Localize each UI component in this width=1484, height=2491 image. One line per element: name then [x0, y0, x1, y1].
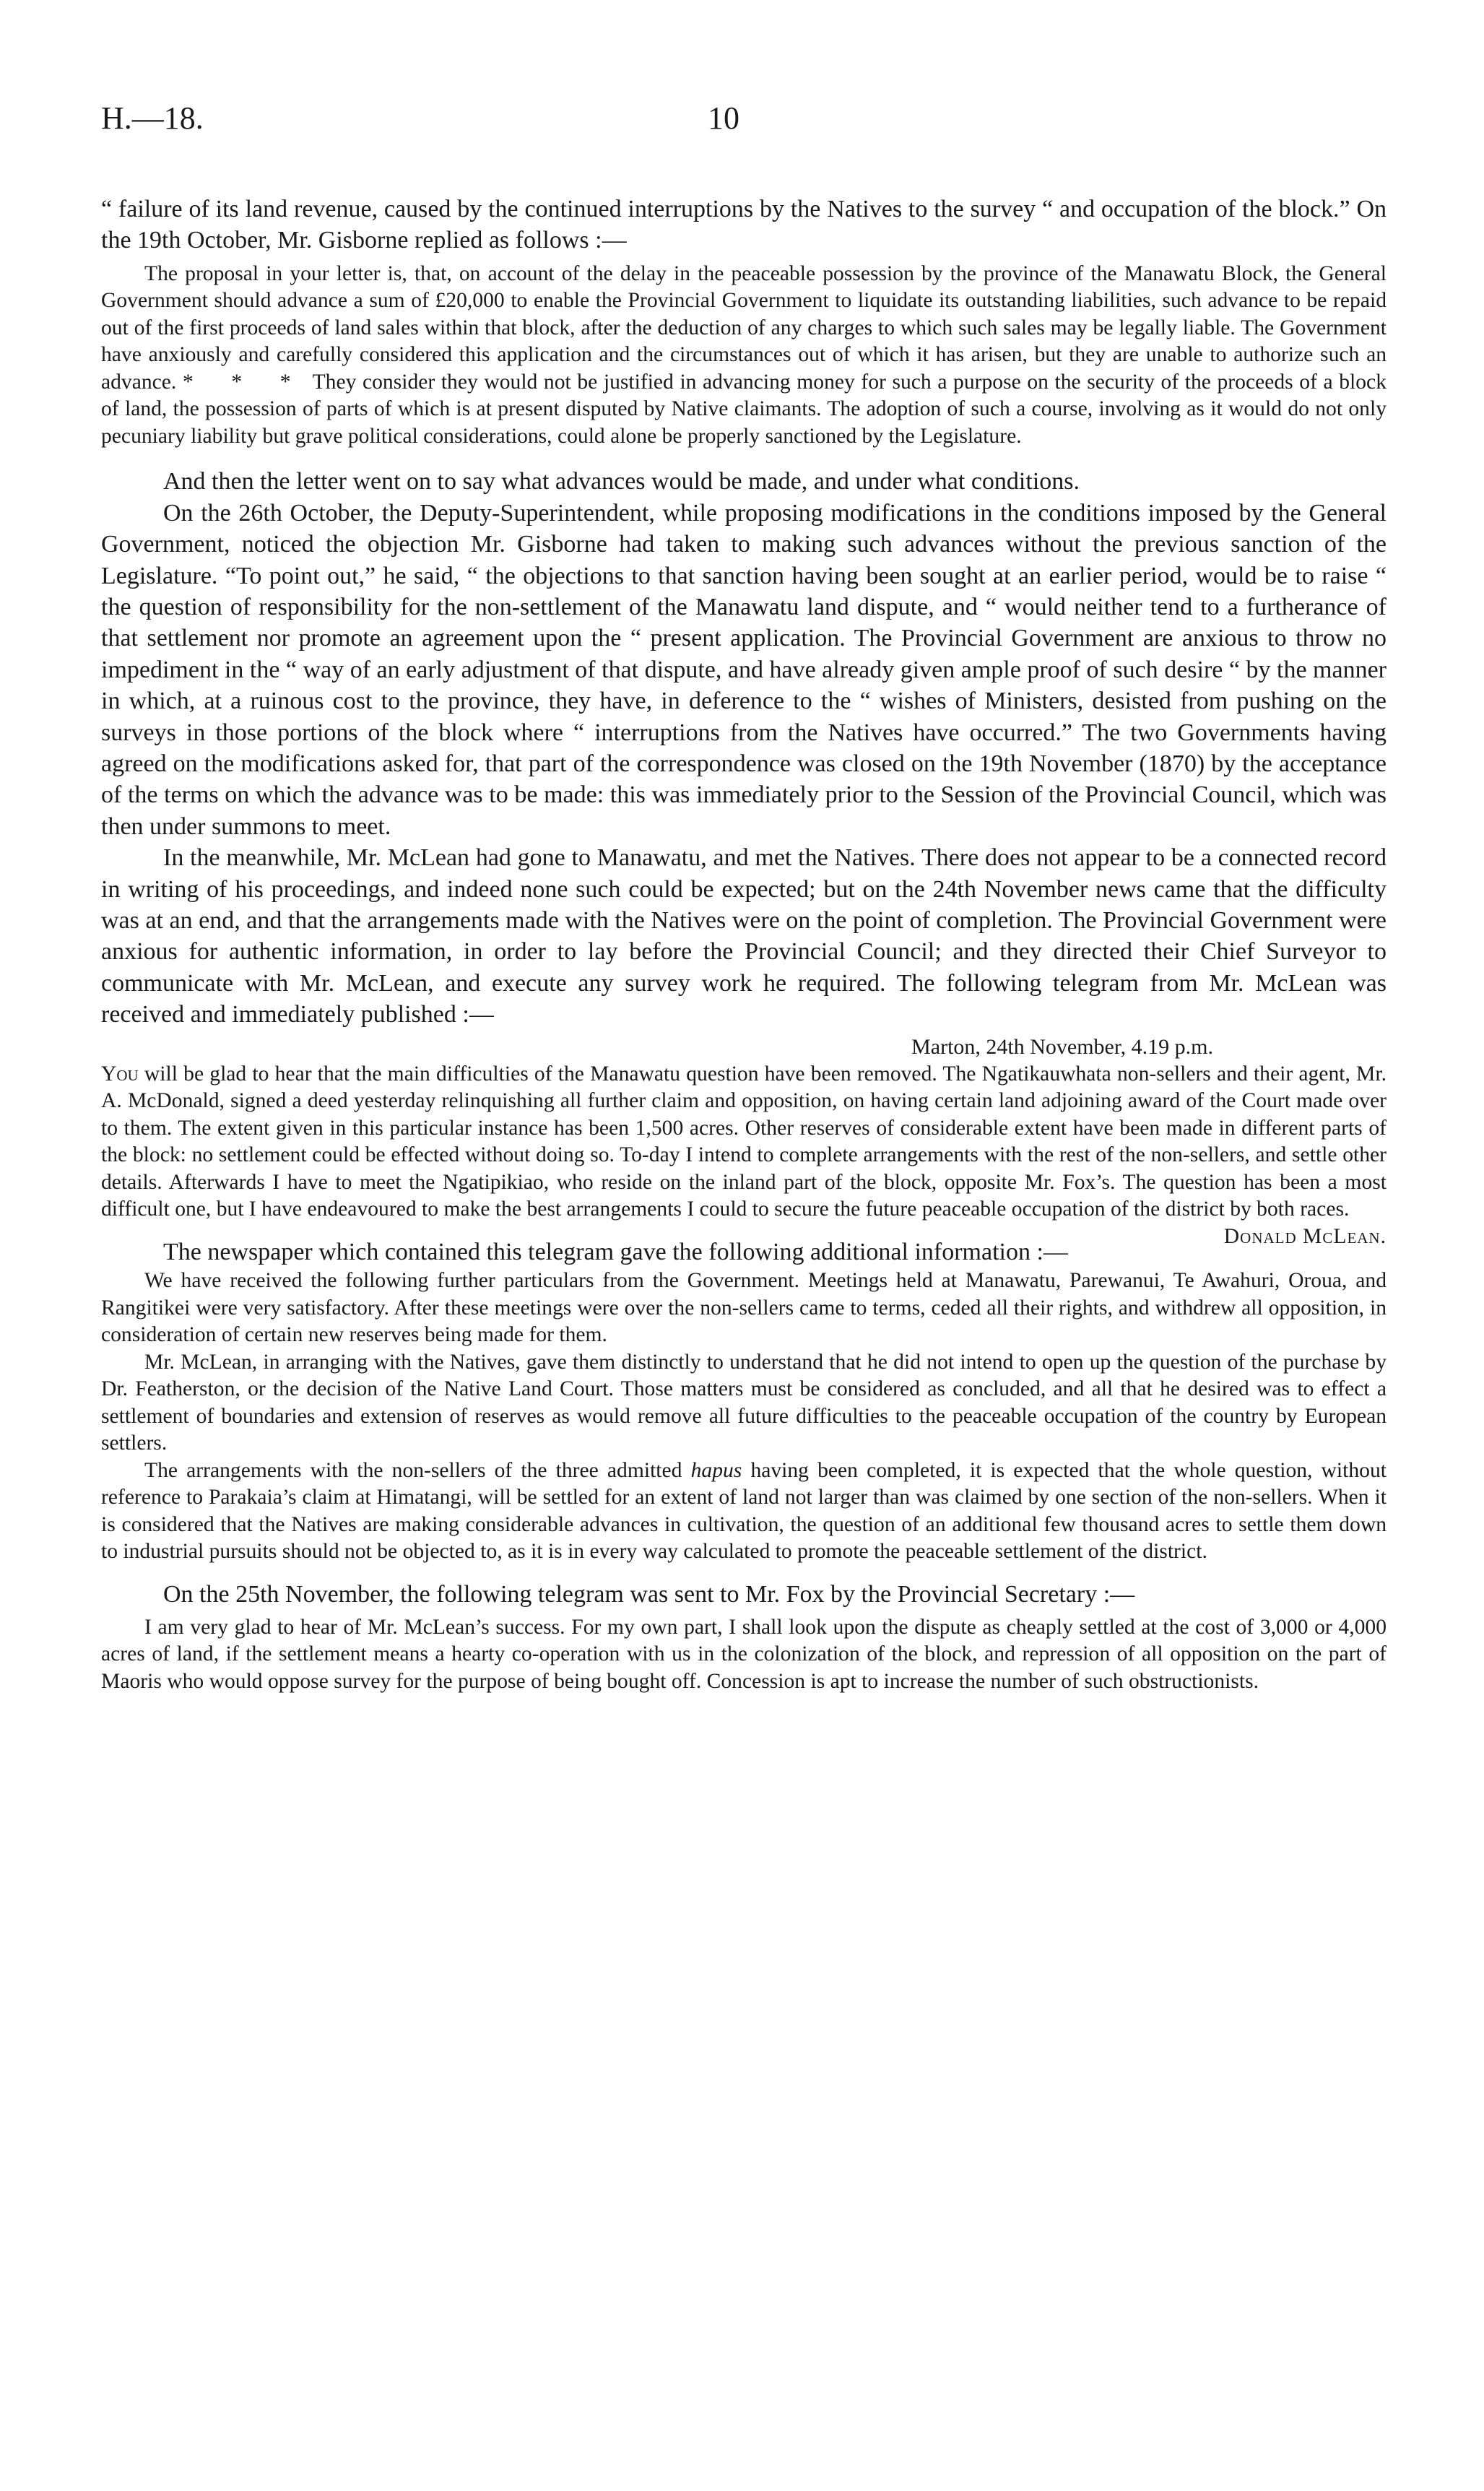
- page-body: [101, 194, 1387, 1695]
- paragraph-newspaper: The newspaper which contained this telegram gave the following additional information :—: [163, 1238, 1068, 1265]
- document-reference: H.—18.: [101, 100, 204, 136]
- newspaper-extract-2: Mr. McLean, in arranging with the Natives, gave them distinctly to understand that he did not intend to open up the question of the purchase by Dr. Featherston, or the decision of the Native Land Court. Those matters must be considered as concluded, and all that he desired was to effect a settlement of boundaries and extension of reserves as would remove all future difficulties to the peaceable occupation of the country by European settlers.: [101, 1350, 1387, 1455]
- extract-text-after: having been completed, it is expected that the whole question, without reference to Parakaia’s claim at Himatangi, will be settled for an extent of land not larger than was claimed by one section of the non-sellers. When it is considered that the Natives are making considerable advances in cultivation, the question of an additional few thousand acres to settle them down to industrial pursuits should not be objected to, as it is in every way calculated to promote the peaceable settlement of the district.: [101, 1458, 1387, 1564]
- newspaper-extract-3: [101, 1457, 1387, 1566]
- ellipsis-stars: * * *: [182, 370, 307, 394]
- quoted-letter-extract: [101, 261, 1387, 451]
- paragraph-advances: And then the letter went on to say what advances would be made, and under what conditions.: [163, 468, 1080, 495]
- quoted-letter-text: The proposal in your letter is, that, on account of the delay in the peaceable possession by the province of the Manawatu Block, the General Government should advance a sum of £20,000 to enable the Provincial Government to liquidate its outstanding liabilities, such advance to be repaid out of the first proceeds of land sales within that block, after the deduction of any charges to which such sales may be legally liable. The Government have anxiously and carefully considered this application and the circumstances out of which it has arisen, but they are unable to authorize such an advance.: [101, 261, 1387, 394]
- paragraph-intro: “ failure of its land revenue, caused by the continued interruptions by the Natives to the survey “ and occupation of the block.” On the 19th October, Mr. Gisborne replied as follows :—: [101, 196, 1387, 254]
- telegram-text: will be glad to hear that the main difficulties of the Manawatu question have been removed. The Ngatikauwhata non-sellers and their agent, Mr. A. McDonald, signed a deed yesterday relinquishing all further claim and opposition, on having certain land adjoining award of the Court made over to them. The extent given in this particular instance has been 1,500 acres. Other reserves of considerable extent have been made in different parts of the block: no settlement could be effected without doing so. To-day I intend to complete arrangements with the rest of the non-sellers, and settle other details. Afterwards I have to meet the Ngatipikiao, who reside on the inland part of the block, opposite Mr. Fox’s. The question has been a most difficult one, but I have endeavoured to make the best arrangements I could to secure the future peaceable occupation of the district by both races.: [101, 1062, 1387, 1221]
- quoted-letter-text-continued: They consider they would not be justified in advancing money for such a purpose on the security of the proceeds of a block of land, the possession of parts of which is at present disputed by Native claimants. The adoption of such a course, involving as it would do not only pecuniary liability but grave political considerations, could alone be properly sanctioned by the Legislature.: [101, 370, 1387, 448]
- extract-text-before: The arrangements with the non-sellers of the three admitted: [144, 1458, 682, 1482]
- telegram-provincial-secretary: I am very glad to hear of Mr. McLean’s success. For my own part, I shall look upon the dispute as cheaply settled at the cost of 3,000 or 4,000 acres of land, if the settlement means a hearty co-operation with us in the colonization of the block, and repression of all opposition on the part of Maoris who would oppose survey for the purpose of being bought off. Concession is apt to increase the number of such obstructionists.: [101, 1615, 1387, 1693]
- page-header: [101, 100, 1387, 143]
- telegram-first-word: You: [101, 1062, 139, 1086]
- page-number: 10: [708, 100, 739, 136]
- paragraph-25th-november: On the 25th November, the following telegram was sent to Mr. Fox by the Provincial Secretary :—: [163, 1580, 1135, 1608]
- telegram-signature: Donald McLean.: [1223, 1224, 1387, 1248]
- newspaper-extract-1: We have received the following further particulars from the Government. Meetings held at Manawatu, Parewanui, Te Awahuri, Oroua, and Rangitikei were very satisfactory. After these meetings were over the non-sellers came to terms, ceded all their rights, and withdrew all opposition, in consideration of certain new reserves being made for them.: [101, 1269, 1387, 1347]
- paragraph-meanwhile: In the meanwhile, Mr. McLean had gone to Manawatu, and met the Natives. There does not appear to be a connected record in writing of his proceedings, and indeed none such could be expected; but on the 24th November news came that the difficulty was at an end, and that the arrangements made with the Natives were on the point of completion. The Provincial Government were anxious for authentic information, in order to lay before the Provincial Council; and they directed their Chief Surveyor to communicate with Mr. McLean, and execute any survey work he required. The following telegram from Mr. McLean was received and immediately published :—: [101, 844, 1387, 1028]
- paragraph-deputy-superintendent: On the 26th October, the Deputy-Superintendent, while proposing modifications in the conditions imposed by the General Government, noticed the objection Mr. Gisborne had taken to making such advances without the previous sanction of the Legislature. “To point out,” he said, “ the objections to that sanction having been sought at an earlier period, would be to raise “ the question of responsibility for the non-settlement of the Manawatu land dispute, and “ would neither tend to a furtherance of that settlement nor promote an agreement upon the “ present application. The Provincial Government are anxious to throw no impediment in the “ way of an early adjustment of that dispute, and have already given ample proof of such desire “ by the manner in which, at a ruinous cost to the province, they have, in deference to the “ wishes of Ministers, desisted from pushing on the surveys in those portions of the block where “ interruptions from the Natives have occurred.” The two Governments having agreed on the modifications asked for, that part of the correspondence was closed on the 19th November (1870) by the acceptance of the terms on which the advance was to be made: this was immediately prior to the Session of the Provincial Council, which was then under summons to meet.: [101, 499, 1387, 840]
- extract-italic-term: hapus: [690, 1458, 742, 1482]
- telegram-dateline: Marton, 24th November, 4.19 p.m.: [911, 1034, 1213, 1059]
- telegram-mclean: [101, 1061, 1387, 1248]
